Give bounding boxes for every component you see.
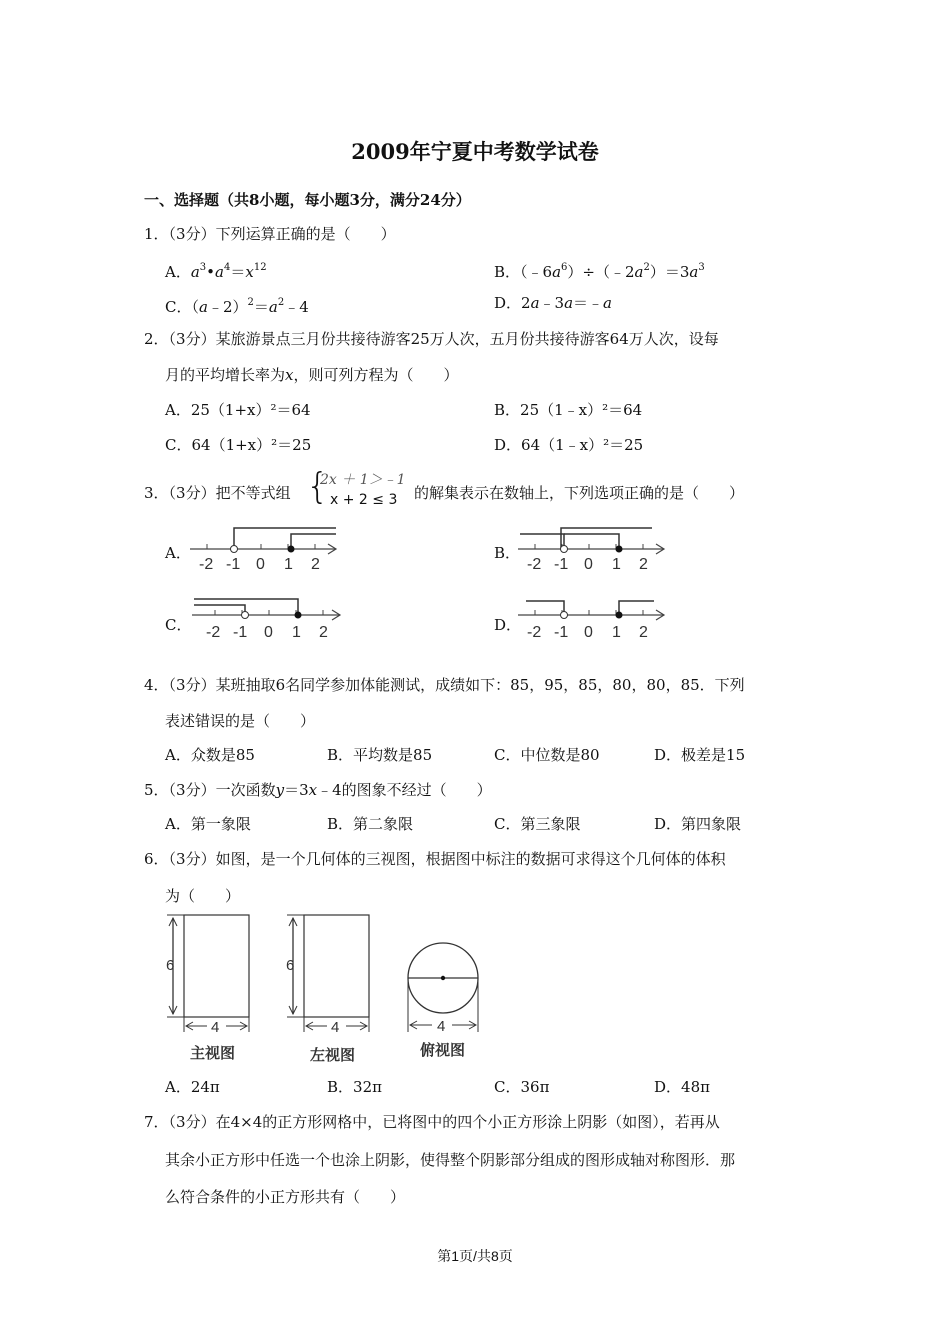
q2-option-b: B．25（1﹣x）²＝64 (494, 401, 643, 419)
tick-label: 0 (584, 556, 593, 573)
tick-label: -2 (527, 624, 542, 641)
width-dimension: 4 (211, 1019, 220, 1036)
q5-option-d: D．第四象限 (654, 815, 742, 833)
tick-label: -1 (233, 624, 248, 641)
side-view-label: 左视图 (310, 1047, 356, 1064)
q4-stem-line2: 表述错误的是（ ） (165, 712, 316, 730)
tick-label: -1 (554, 556, 569, 573)
q5-option-a: A．第一象限 (165, 815, 251, 833)
q2-option-a: A．25（1+x）²＝64 (165, 401, 311, 419)
q2-option-d: D．64（1﹣x）²＝25 (494, 436, 644, 454)
tick-label: 1 (292, 624, 301, 641)
q3-stem-b: 的解集表示在数轴上，下列选项正确的是（ ） (414, 484, 745, 502)
q3-option-b-label: B． (494, 544, 521, 562)
height-dimension: 6 (166, 957, 175, 974)
q1-stem: 1．（3分）下列运算正确的是（ ） (144, 225, 396, 243)
q2-option-c: C．64（1+x）²＝25 (165, 436, 312, 454)
q6-option-c: C．36π (494, 1078, 550, 1096)
side-view-figure (280, 910, 380, 1065)
tick-label: 0 (264, 624, 273, 641)
q4-option-b: B．平均数是85 (327, 746, 433, 764)
q7-stem-line2: 其余小正方形中任选一个也涂上阴影，使得整个阴影部分组成的图形成轴对称图形．那 (165, 1151, 736, 1169)
number-line-d (518, 595, 670, 645)
q6-option-d: D．48π (654, 1078, 710, 1096)
q3-option-c-label: C． (165, 616, 192, 634)
tick-label: 2 (639, 556, 648, 573)
q5-option-c: C．第三象限 (494, 815, 581, 833)
section-heading: 一、选择题（共8小题，每小题3分，满分24分） (144, 191, 471, 209)
q2-stem-line1: 2．（3分）某旅游景点三月份共接待游客25万人次，五月份共接待游客64万人次，设每 (144, 330, 719, 348)
number-line-a (190, 524, 342, 574)
tick-label: -1 (554, 624, 569, 641)
q4-option-d: D．极差是15 (654, 746, 746, 764)
tick-label: 2 (639, 624, 648, 641)
q6-option-a: A．24π (165, 1078, 220, 1096)
width-dimension: 4 (331, 1019, 340, 1036)
height-dimension: 6 (286, 957, 295, 974)
q7-stem-line1: 7．（3分）在4×4的正方形网格中，已将图中的四个小正方形涂上阴影（如图），若再从 (144, 1113, 720, 1131)
page-footer: 第1页/共8页 (437, 1248, 513, 1264)
q2-stem-line2: 月的平均增长率为x，则可列方程为（ ） (165, 366, 459, 384)
tick-label: -2 (206, 624, 221, 641)
number-line-b (518, 524, 670, 574)
tick-label: 0 (256, 556, 265, 573)
tick-label: 1 (284, 556, 293, 573)
q3-stem-a: 3．（3分）把不等式组 (144, 484, 291, 502)
q3-option-d-label: D． (494, 616, 522, 634)
q4-option-a: A．众数是85 (165, 746, 255, 764)
tick-label: 0 (584, 624, 593, 641)
diameter-dimension: 4 (437, 1018, 446, 1035)
top-view-label: 俯视图 (420, 1042, 466, 1059)
front-view-figure (160, 910, 260, 1065)
q5-stem: 5．（3分）一次函数y＝3x﹣4的图象不经过（ ） (144, 781, 492, 799)
q6-stem-line2: 为（ ） (165, 887, 241, 905)
tick-label: 2 (319, 624, 328, 641)
inequality-brace: { (306, 466, 329, 507)
number-line-c (192, 595, 344, 645)
tick-label: 1 (612, 556, 621, 573)
q1-option-d: D．2a﹣3a＝﹣a (494, 294, 612, 312)
tick-label: -1 (226, 556, 241, 573)
q4-stem-line1: 4．（3分）某班抽取6名同学参加体能测试，成绩如下：85，95，85，80，80，85．下列 (144, 676, 745, 694)
tick-label: 2 (311, 556, 320, 573)
q6-stem-line1: 6．（3分）如图，是一个几何体的三视图，根据图中标注的数据可求得这个几何体的体积 (144, 850, 726, 868)
tick-label: 1 (612, 624, 621, 641)
page-title: 2009年宁夏中考数学试卷 (351, 139, 599, 164)
top-view-figure (400, 935, 490, 1065)
q7-stem-line3: 么符合条件的小正方形共有（ ） (165, 1188, 406, 1206)
q5-option-b: B．第二象限 (327, 815, 414, 833)
q4-option-c: C．中位数是80 (494, 746, 600, 764)
tick-label: -2 (199, 556, 214, 573)
q6-option-b: B．32π (327, 1078, 382, 1096)
inequality-1: 2x ＋ 1＞﹣1 (320, 472, 406, 488)
front-view-label: 主视图 (190, 1045, 236, 1062)
inequality-2: x + 2 ≤ 3 (330, 492, 398, 508)
q1-option-b: B．$(﹣6a^6)\div(﹣2a^2)=3a^3$ (494, 262, 705, 281)
q1-option-c: C．$(a﹣2)^2=a^2﹣4$ (165, 297, 309, 316)
q1-option-a: A．$a^3•a^4=x^{12}$ (165, 262, 267, 281)
q3-option-a-label: A． (165, 544, 191, 562)
tick-label: -2 (527, 556, 542, 573)
